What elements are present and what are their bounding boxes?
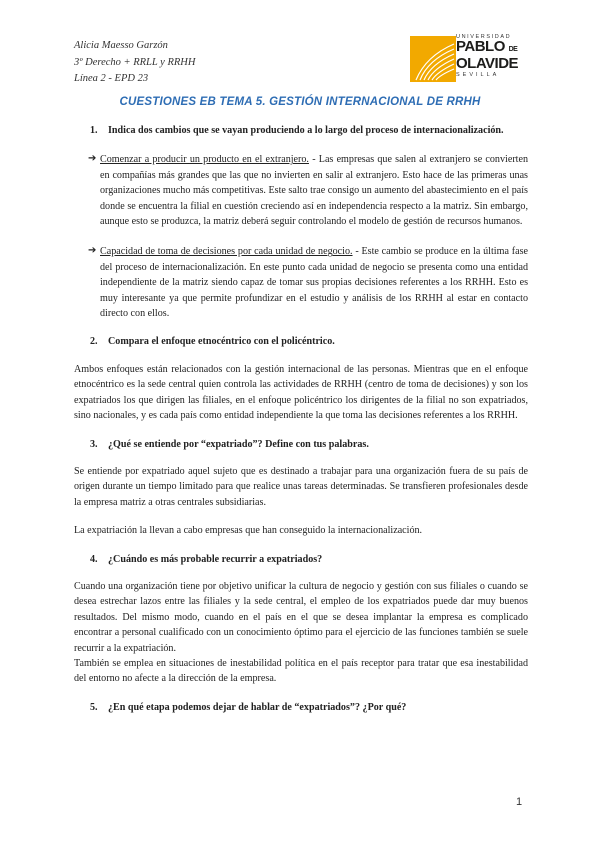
answer-bullet (74, 244, 528, 321)
author-name: Alicia Maesso Garzón (74, 40, 168, 51)
bullet-lead: Comenzar a producir un producto en el extranjero. (100, 154, 309, 166)
question-number: 5. (90, 701, 98, 713)
course-name: 3º Derecho + RRLL y RRHH (74, 56, 196, 68)
answer-paragraph: También se emplea en situaciones de inestabilidad política en el país receptor para tratar que esa inestabilidad del entorno no afecte a la dirección de la empresa. (74, 657, 528, 685)
question-number: 3. (90, 438, 98, 450)
question-5 (74, 700, 528, 715)
question-number: 4. (90, 553, 98, 565)
page-number: 1 (516, 796, 523, 808)
university-logo (410, 34, 532, 84)
question-text: Compara el enfoque etnocéntrico con el policéntrico. (108, 336, 335, 348)
answer-bullet (74, 152, 528, 229)
question-4 (74, 552, 528, 567)
answer-paragraph: Ambos enfoques están relacionados con la gestión internacional de las personas. Mientras que en el enfoque etnocéntrico es la sede central quien controla las actividades de RRHH (centro de toma de decisiones) y son los expatriados los que dirigen las filiales, en el enfoque policéntrico los dirigentes de la filial no son expatriados, sino nacionales, y es cada país como entidad independiente la que toma las decisiones referentes a los RRHH. (74, 363, 528, 422)
question-text: ¿En qué etapa podemos dejar de hablar de “expatriados”? ¿Por qué? (108, 701, 407, 713)
document-title: CUESTIONES EB TEMA 5. GESTIÓN INTERNACIONAL DE RRHH (119, 96, 481, 108)
logo-name-line1: PABLO (456, 38, 505, 55)
logo-university-label: UNIVERSIDAD (456, 34, 512, 40)
question-text: Indica dos cambios que se vayan produciendo a lo largo del proceso de internacionalización. (108, 125, 504, 136)
question-text: ¿Qué se entiende por “expatriado”? Define con tus palabras. (108, 438, 369, 450)
answer-paragraph: La expatriación la llevan a cabo empresas que han conseguido la internacionalización. (74, 525, 423, 537)
question-1 (74, 123, 528, 138)
question-number: 1. (90, 125, 98, 136)
logo-city: SEVILLA (456, 72, 500, 78)
document-body (74, 120, 528, 715)
document-header (74, 38, 195, 88)
bullet-lead: Capacidad de toma de decisiones por cada unidad de negocio. (100, 246, 353, 258)
answer-paragraph: Cuando una organización tiene por objetivo unificar la cultura de negocio y gestión con sus filiales o cuando se desea estrechar lazos entre las filiales y la sede central, el empleo de los expatriados puede dar muy buenos resultados. Del mismo modo, cuando en el país en el que se desea implantar la empresa es complicado encontrar a personal cualificado con un conocimiento óptimo para el ejercicio de las funciones también se suele recurrir a la expatriación. (74, 580, 528, 654)
group-name: Línea 2 - EPD 23 (74, 73, 149, 84)
question-2 (74, 334, 528, 349)
arrow-bullet-icon: ➔ (88, 153, 97, 165)
sunburst-icon (410, 36, 456, 82)
question-text: ¿Cuándo es más probable recurrir a expatriados? (108, 553, 323, 565)
bullet-text: - Este cambio se produce en la última fase del proceso de internacionalización. En este punto cada unidad de negocio se presenta como una entidad independiente de la matriz siendo capaz de tomar sus propias decisiones referentes a los RRHH. Esto es muy interesante ya que permite profundizar en el estudio y análisis de los RRHH al estar en contacto directo con ellos. (100, 246, 528, 320)
logo-name-de: DE (508, 46, 518, 53)
arrow-bullet-icon: ➔ (88, 245, 97, 257)
bullet-text: - Las empresas que salen al extranjero se convierten en compañías más grandes que las que no invierten en salir al extranjero. Esto hace de las primeras unas organizaciones mucho más competitivas. Este salto trae consigo un aumento del abastecimiento en el país donde se encuentra la filial en cuestión creciendo así en independencia respecto a la matriz. Sin embargo, aunque esto se produzca, la matriz deberá seguir controlando el modelo de gestión de recursos humanos. (100, 154, 529, 228)
logo-name-line2: OLAVIDE (456, 55, 519, 72)
question-number: 2. (90, 336, 98, 348)
answer-paragraph: Se entiende por expatriado aquel sujeto que es destinado a trabajar para una organización fuera de su país de origen durante un tiempo limitado para que realice unas tareas determinadas. Se transfieren profesionales desde la empresa matriz a otras centrales subsidiarias. (74, 465, 528, 508)
question-3 (74, 437, 528, 452)
